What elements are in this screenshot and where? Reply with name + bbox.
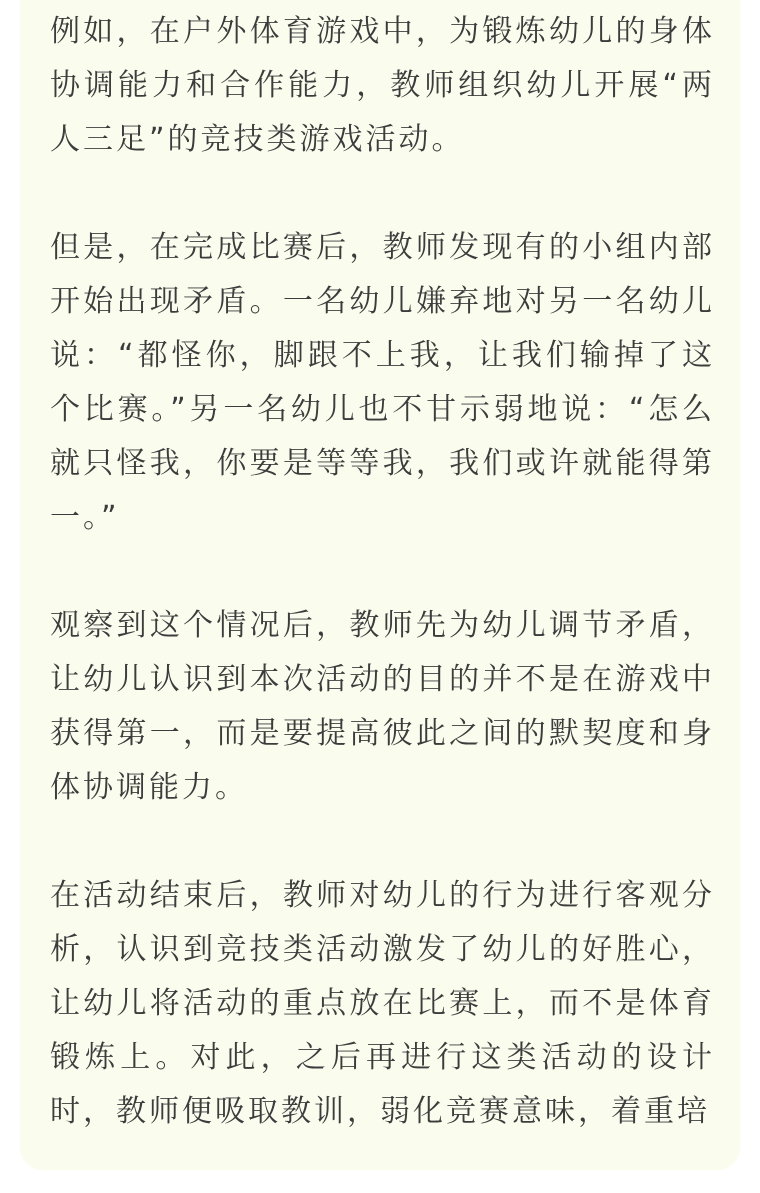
article-body — [50, 5, 715, 1193]
paragraph-2: 但是，在完成比赛后，教师发现有的小组内部开始出现矛盾。一名幼儿嫌弃地对另一名幼儿说：“都怪你，脚跟不上我，让我们输掉了这个比赛。”另一名幼儿也不甘示弱地说：“怎么就只怪我，你要是等等我，我们或许就能得第一。” — [50, 230, 715, 535]
paragraph-4: 在活动结束后，教师对幼儿的行为进行客观分析，认识到竞技类活动激发了幼儿的好胜心，让幼儿将活动的重点放在比赛上，而不是体育锻炼上。对此，之后再进行这类活动的设计时，教师便吸取教训，弱化竞赛意味，着重培 — [50, 878, 715, 1129]
paragraph-1: 例如，在户外体育游戏中，为锻炼幼儿的身体协调能力和合作能力，教师组织幼儿开展“两人三足”的竞技类游戏活动。 — [50, 14, 715, 157]
paragraph-3: 观察到这个情况后，教师先为幼儿调节矛盾，让幼儿认识到本次活动的目的并不是在游戏中获得第一，而是要提高彼此之间的默契度和身体协调能力。 — [50, 608, 715, 805]
